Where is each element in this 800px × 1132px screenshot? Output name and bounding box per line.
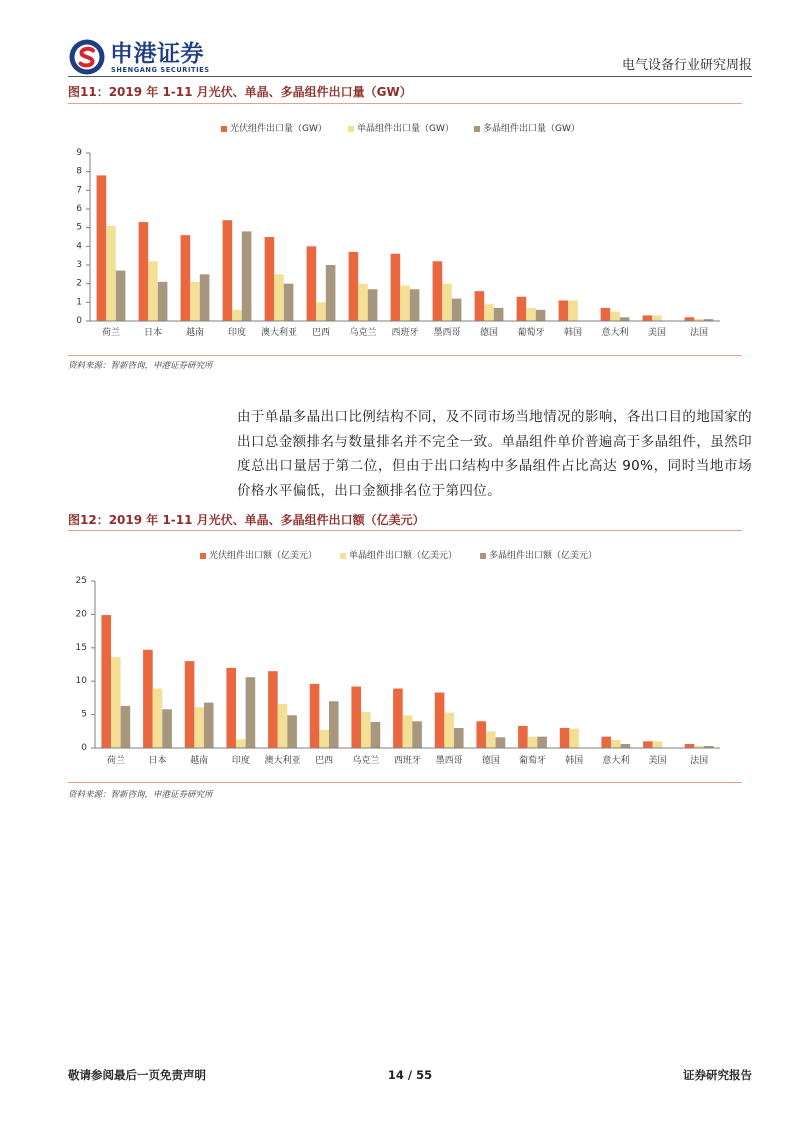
export-volume-bar-pv-5 [265,237,275,321]
export-volume-bar-pv-4 [223,220,233,321]
export-volume-bar-poly-5 [284,284,294,321]
export-value-bar-pv-14 [643,741,653,748]
export-value-legend-swatch-poly [480,553,486,559]
company-logo-icon [69,39,105,75]
export-value-y-tick-label-1: 0 [81,743,87,753]
export-volume-category-label-10: 德国 [479,328,499,338]
export-volume-category-label-3: 越南 [185,328,205,338]
export-value-bar-poly-3 [204,703,214,748]
export-value-bar-poly-9 [454,728,464,748]
export-value-bar-mono-11 [528,737,538,748]
export-value-bar-pv-15 [685,744,695,748]
export-value-bar-mono-12 [569,729,579,748]
figure-12-source-divider [68,782,742,783]
export-volume-category-label-6: 巴西 [311,328,331,338]
export-value-category-label-13: 意大利 [602,756,630,766]
export-value-bar-mono-3 [194,707,204,748]
export-value-bar-poly-8 [412,721,422,748]
export-value-legend-label-pv: 光伏组件出口额（亿美元） [209,551,318,561]
export-value-bars [101,615,713,748]
page-number: 14 / 55 [387,1068,433,1082]
export-volume-bar-poly-1 [116,271,126,321]
export-volume-legend-swatch-pv [221,126,227,132]
export-volume-legend-mono [348,122,454,134]
body-paragraph: 由于单晶多晶出口比例结构不同，及不同市场当地情况的影响，各出口目的地国家的出口总金额排名与数量排名并不完全一致。单晶组件单价普遍高于多晶组件，虽然印度总出口量居于第二位，但由于出口结构中多晶组件占比高达 90%，同时当地市场价格水平偏低，出口金额排名位于第四位。 [237,409,752,500]
export-volume-category-label-15: 法国 [689,328,709,338]
export-volume-y-tick-label-3: 2 [76,278,82,289]
export-volume-bar-mono-13 [610,312,620,321]
export-volume-bar-mono-2 [148,261,158,321]
export-value-bar-mono-13 [611,740,621,748]
export-value-bar-poly-10 [496,737,506,748]
export-volume-category-label-2: 日本 [143,328,163,338]
export-volume-bar-poly-13 [620,317,630,321]
export-volume-bar-mono-11 [526,308,536,321]
export-value-category-label-2: 日本 [148,756,167,766]
export-volume-bar-mono-12 [568,300,578,321]
export-value-y-tick-label-6: 25 [75,576,87,586]
export-value-legend-pv [200,549,317,561]
export-volume-legend-label-poly: 多晶组件出口量（GW） [483,124,580,134]
export-value-legend-label-poly: 多晶组件出口额（亿美元） [489,551,598,561]
company-name-en: SHENGANG SECURITIES [111,66,210,74]
export-volume-category-label-12: 韩国 [563,328,583,338]
export-volume-bar-poly-3 [200,274,210,321]
export-volume-y-tick-label-10: 9 [76,148,82,158]
export-volume-legend-label-mono: 单晶组件出口量（GW） [357,124,454,134]
export-volume-bar-pv-6 [307,246,317,321]
export-value-y-tick-label-3: 10 [75,676,87,687]
export-value-legend-swatch-pv [200,553,206,559]
export-volume-bar-pv-14 [643,315,653,321]
export-value-bar-poly-2 [162,709,172,748]
export-volume-bar-mono-6 [316,302,326,321]
export-value-bar-mono-10 [486,731,496,748]
export-volume-bar-pv-11 [517,297,527,321]
export-value-category-label-4: 印度 [231,756,250,766]
export-volume-category-label-1: 荷兰 [101,328,121,338]
footer-disclaimer: 敬请参阅最后一页免责声明 [68,1068,206,1082]
export-volume-bar-poly-9 [452,299,462,321]
export-value-category-label-15: 法国 [690,756,709,766]
export-value-bar-pv-13 [601,737,611,748]
export-value-legend-swatch-mono [340,553,346,559]
export-volume-category-label-14: 美国 [647,328,667,338]
figure-12-title: 图12：2019 年 1-11 月光伏、单晶、多晶组件出口额（亿美元） [68,513,425,527]
export-value-bar-poly-6 [329,701,339,748]
export-volume-bar-pv-10 [475,291,485,321]
export-volume-bar-poly-8 [410,289,420,321]
export-value-bar-pv-11 [518,726,528,748]
export-volume-y-tick-label-2: 1 [76,297,82,308]
export-value-category-label-1: 荷兰 [106,756,125,766]
export-value-legend-poly [480,549,597,561]
export-volume-category-label-4: 印度 [227,328,247,338]
export-volume-bar-pv-15 [685,317,695,321]
export-value-bar-poly-4 [246,677,256,748]
export-volume-y-tick-label-9: 8 [76,166,82,177]
export-value-bar-pv-1 [101,615,111,748]
export-volume-legend-swatch-poly [474,126,480,132]
export-value-bar-poly-7 [371,722,381,748]
export-volume-bar-mono-5 [274,274,284,321]
export-value-bar-pv-4 [226,668,236,748]
export-value-category-label-12: 韩国 [565,756,584,766]
export-volume-bar-poly-11 [536,310,546,321]
export-value-bar-poly-13 [621,744,631,748]
report-type-title: 电气设备行业研究周报 [621,58,752,73]
export-value-legend-mono [340,549,457,561]
export-volume-category-label-7: 乌克兰 [349,328,377,338]
export-volume-bar-pv-8 [391,254,401,321]
export-value-category-label-3: 越南 [190,756,209,766]
export-value-category-label-10: 德国 [481,756,500,766]
export-value-bar-poly-1 [121,706,131,748]
export-value-bar-pv-6 [310,684,320,748]
export-value-bar-mono-2 [153,689,163,748]
export-volume-bar-mono-8 [400,286,410,321]
export-value-bar-pv-12 [560,728,570,748]
export-volume-y-tick-label-7: 6 [76,204,82,214]
export-value-category-label-14: 美国 [648,756,667,766]
export-volume-bar-mono-4 [232,310,242,321]
export-value-bar-pv-8 [393,689,403,748]
export-value-category-label-5: 澳大利亚 [264,756,301,766]
export-value-category-label-9: 墨西哥 [435,756,463,766]
export-volume-bar-mono-9 [442,284,452,321]
figure-11-source: 资料来源：智新咨询，申港证券研究所 [68,361,213,371]
export-value-bar-pv-7 [351,687,361,748]
export-volume-bar-pv-3 [181,235,191,321]
figure-12-source: 资料来源：智新咨询，申港证券研究所 [68,790,213,800]
company-name: 申港证券 [110,41,204,67]
export-volume-y-tick-label-6: 5 [76,222,82,233]
export-volume-bar-mono-1 [106,226,116,321]
export-volume-category-label-13: 意大利 [601,328,629,338]
export-volume-bar-poly-4 [242,231,252,321]
export-value-legend-label-mono: 单晶组件出口额（亿美元） [349,551,458,561]
figure-11-source-divider [68,355,742,356]
export-volume-bar-pv-9 [433,261,443,321]
figure-11-title-divider [68,103,742,104]
export-value-bar-mono-4 [236,739,246,748]
export-value-bar-pv-3 [185,661,195,748]
export-value-bar-mono-6 [319,730,329,748]
export-volume-legend-swatch-mono [348,126,354,132]
export-volume-bar-poly-6 [326,265,336,321]
export-volume-bar-poly-2 [158,282,168,321]
export-volume-legend-pv [221,122,327,134]
export-value-bar-pv-2 [143,650,153,748]
export-volume-category-label-9: 墨西哥 [433,328,461,338]
export-volume-bar-mono-10 [484,304,494,321]
export-value-category-label-6: 巴西 [315,756,334,766]
export-volume-bar-poly-10 [494,308,504,321]
figure-12-title-divider [68,530,742,531]
export-value-bar-pv-10 [476,721,486,748]
export-value-category-label-8: 西班牙 [393,756,422,766]
export-value-bar-mono-9 [444,713,454,748]
export-volume-category-label-5: 澳大利亚 [260,328,298,338]
export-value-bar-mono-5 [278,704,288,748]
export-value-bar-poly-11 [537,737,547,748]
export-value-y-tick-label-5: 20 [75,609,87,620]
export-volume-y-tick-label-1: 0 [76,316,82,326]
export-volume-bar-pv-12 [559,300,569,321]
export-value-bar-mono-14 [653,741,663,748]
export-volume-y-tick-label-4: 3 [76,260,82,270]
export-value-category-label-7: 乌克兰 [352,756,380,766]
export-value-y-tick-label-2: 5 [81,709,87,720]
export-value-category-label-11: 葡萄牙 [518,756,547,766]
footer-doc-type: 证券研究报告 [683,1068,752,1082]
export-volume-bar-pv-13 [601,308,611,321]
export-volume-y-tick-label-5: 4 [76,241,82,252]
export-value-bar-pv-9 [435,693,445,748]
figure-11-title: 图11：2019 年 1-11 月光伏、单晶、多晶组件出口量（GW） [68,85,412,99]
export-volume-bar-mono-3 [190,282,200,321]
export-value-chart [0,538,800,773]
export-value-bar-poly-5 [287,715,297,748]
export-volume-y-tick-label-8: 7 [76,185,82,196]
export-volume-bar-pv-7 [349,252,359,321]
export-value-bar-mono-1 [111,657,121,748]
export-value-bar-pv-5 [268,671,278,748]
export-volume-legend-label-pv: 光伏组件出口量（GW） [230,124,327,134]
export-value-y-tick-label-4: 15 [75,642,87,653]
export-volume-bar-mono-7 [358,284,368,321]
export-volume-bars [97,175,714,321]
header-divider [68,76,752,77]
export-volume-category-label-8: 西班牙 [391,328,419,338]
export-volume-bar-pv-1 [97,175,107,321]
export-value-bar-mono-7 [361,712,371,748]
export-volume-bar-pv-2 [139,222,149,321]
export-volume-bar-mono-14 [652,315,662,321]
export-volume-chart [0,110,800,345]
export-value-bar-mono-8 [403,715,413,748]
export-volume-legend-poly [474,122,580,134]
export-volume-bar-poly-7 [368,289,378,321]
export-volume-category-label-11: 葡萄牙 [517,328,545,338]
